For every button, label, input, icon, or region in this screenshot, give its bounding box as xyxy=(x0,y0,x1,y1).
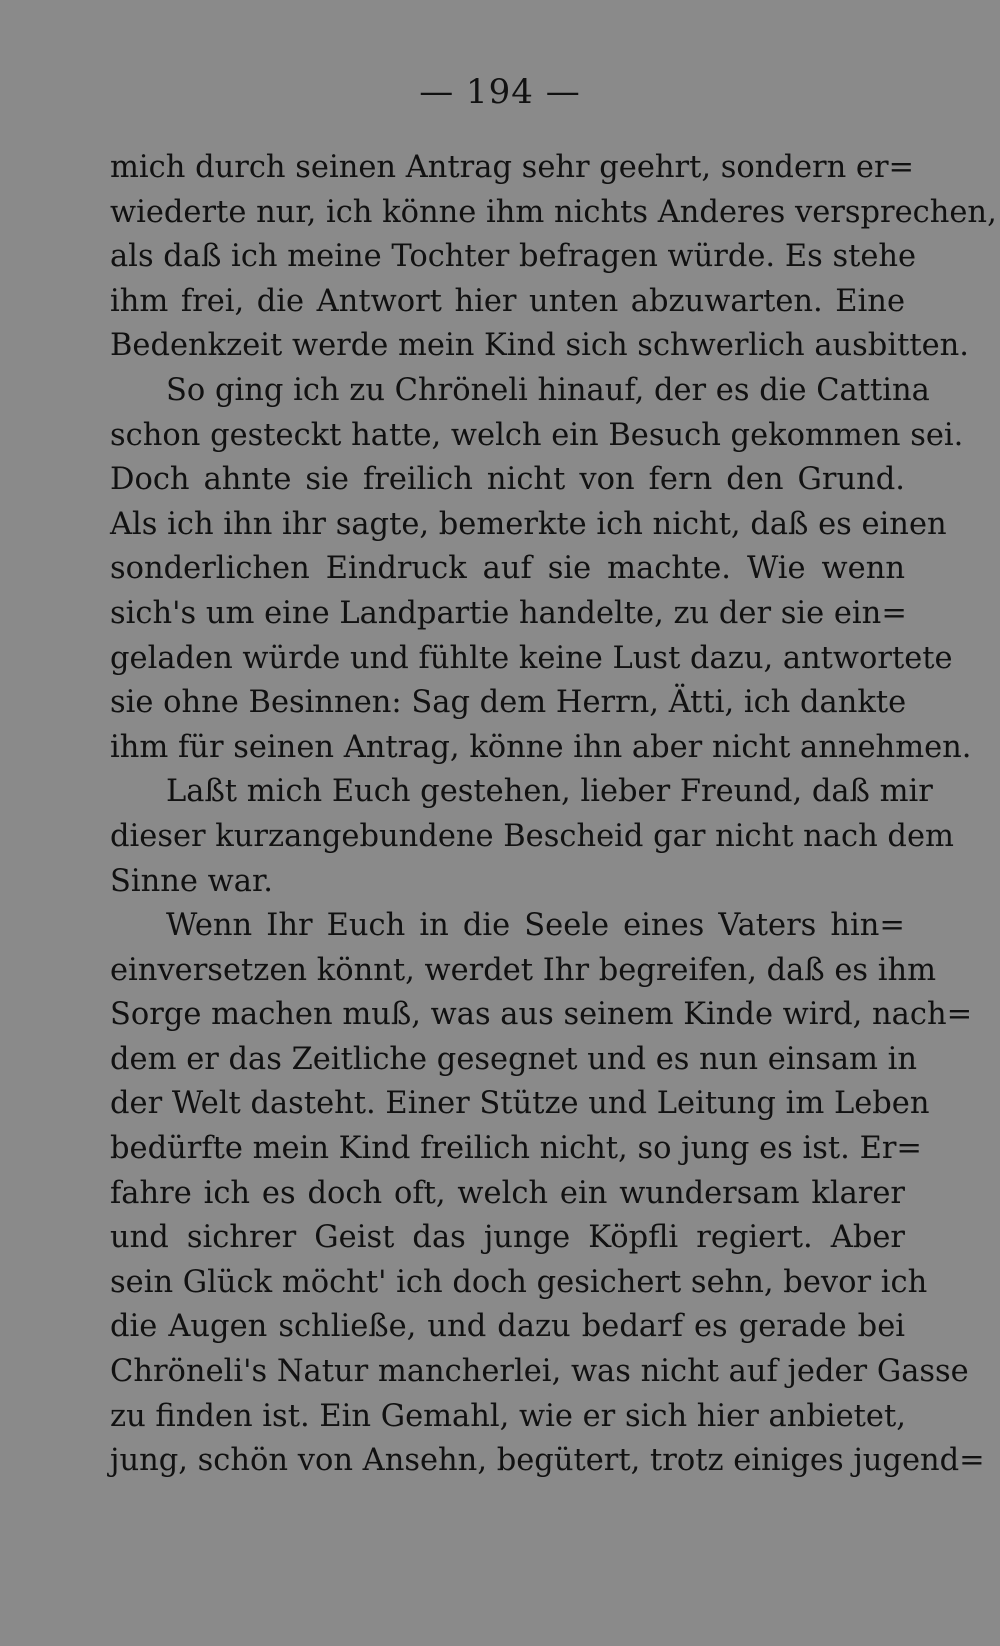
body-text xyxy=(110,146,997,1484)
text-line: dieser kurzangebundene Bescheid gar nicht nach dem xyxy=(110,818,954,854)
text-line: Als ich ihn ihr sagte, bemerkte ich nicht, daß es einen xyxy=(110,506,947,542)
text-line: So ging ich zu Chröneli hinauf, der es die Cattina xyxy=(166,372,930,408)
text-line: und sichrer Geist das junge Köpfli regiert. Aber xyxy=(110,1220,905,1256)
text-line: mich durch seinen Antrag sehr geehrt, sondern er= xyxy=(110,150,915,185)
text-line: sein Glück möcht' ich doch gesichert sehn, bevor ich xyxy=(110,1264,928,1300)
text-line: sich's um eine Landpartie handelte, zu der sie ein= xyxy=(110,595,907,631)
text-line: geladen würde und fühlte keine Lust dazu, antwortete xyxy=(110,640,953,676)
text-line: fahre ich es doch oft, welch ein wundersam klarer xyxy=(110,1175,905,1211)
page-number: — 194 — xyxy=(419,72,581,112)
text-line: sie ohne Besinnen: Sag dem Herrn, Ätti, ich dankte xyxy=(110,685,907,721)
text-line: die Augen schließe, und dazu bedarf es gerade bei xyxy=(110,1309,905,1345)
text-line: Bedenkzeit werde mein Kind sich schwerlich ausbitten. xyxy=(110,328,969,364)
text-line: dem er das Zeitliche gesegnet und es nun einsam in xyxy=(110,1041,918,1077)
text-line: ihm frei, die Antwort hier unten abzuwarten. Eine xyxy=(110,283,905,319)
text-line: bedürfte mein Kind freilich nicht, so jung es ist. Er= xyxy=(110,1131,922,1167)
text-line: als daß ich meine Tochter befragen würde. Es stehe xyxy=(110,239,917,275)
text-line: ihm für seinen Antrag, könne ihn aber nicht annehmen. xyxy=(110,729,972,765)
text-line: wiederte nur, ich könne ihm nichts Anderes versprechen, xyxy=(110,194,997,230)
text-line: Sinne war. xyxy=(110,863,273,899)
text-line: der Welt dasteht. Einer Stütze und Leitung im Leben xyxy=(110,1086,930,1122)
text-line: sonderlichen Eindruck auf sie machte. Wie wenn xyxy=(110,551,905,587)
text-line: schon gesteckt hatte, welch ein Besuch gekommen sei. xyxy=(110,417,964,453)
text-line: Doch ahnte sie freilich nicht von fern den Grund. xyxy=(110,462,905,498)
text-line: jung, schön von Ansehn, begütert, trotz einiges jugend= xyxy=(110,1443,985,1479)
text-line: einversetzen könnt, werdet Ihr begreifen, daß es ihm xyxy=(110,952,937,988)
text-line: Laßt mich Euch gestehen, lieber Freund, daß mir xyxy=(166,774,933,810)
text-line: Chröneli's Natur mancherlei, was nicht auf jeder Gasse xyxy=(110,1354,969,1390)
text-line: zu finden ist. Ein Gemahl, wie er sich hier anbietet, xyxy=(110,1398,906,1434)
text-line: Wenn Ihr Euch in die Seele eines Vaters hin= xyxy=(166,908,905,944)
text-line: Sorge machen muß, was aus seinem Kinde wird, nach= xyxy=(110,997,973,1033)
